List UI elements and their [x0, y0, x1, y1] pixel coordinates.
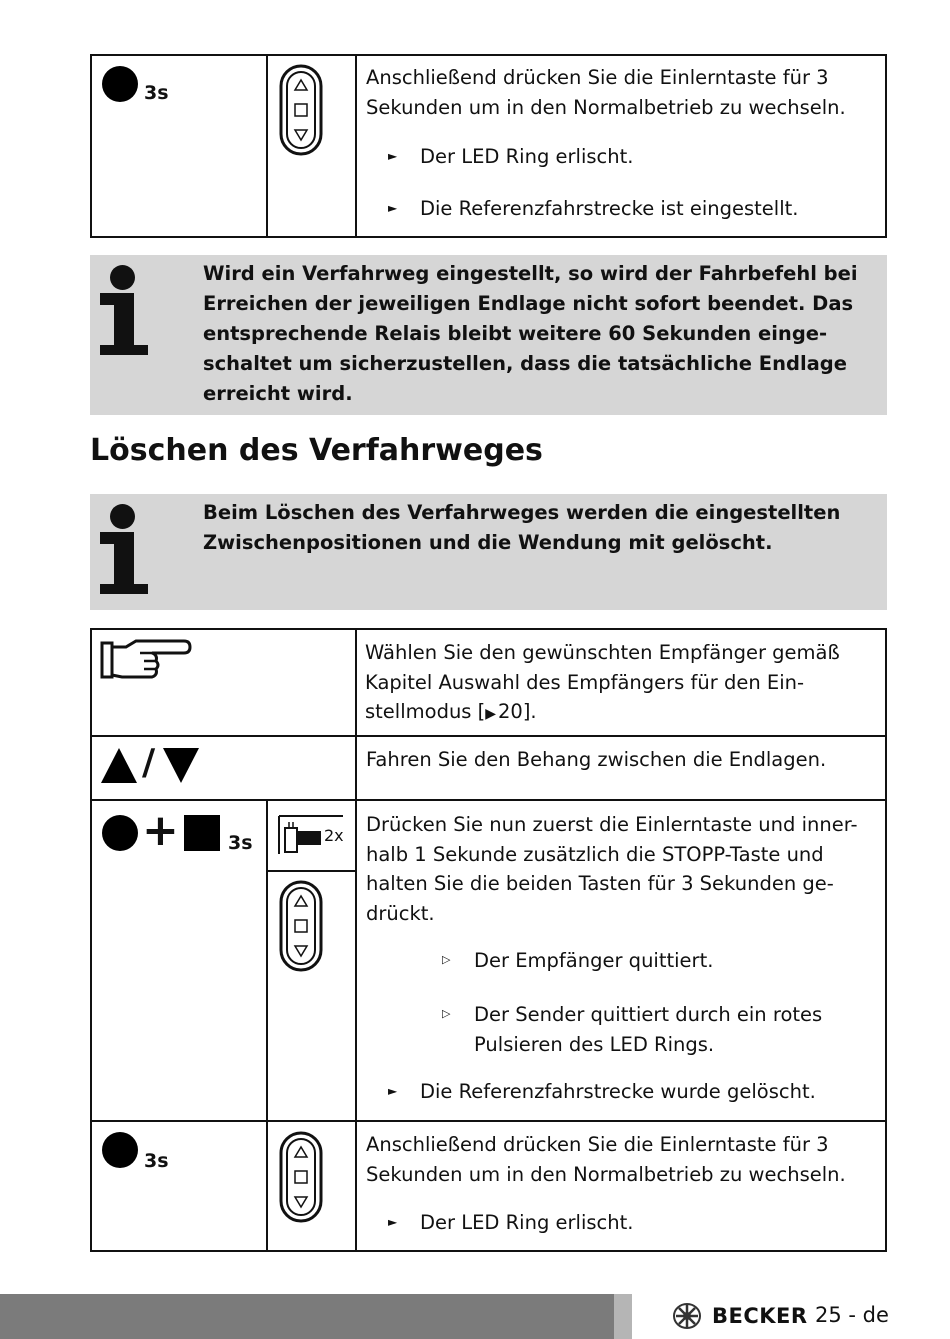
bullet-arrow-icon: ► — [388, 201, 398, 215]
table-divider — [355, 54, 357, 238]
row-divider — [90, 735, 887, 737]
result-text: Der LED Ring erlischt. — [420, 145, 634, 168]
learn-button-icon — [102, 66, 138, 102]
page-number: 25 - de — [815, 1303, 889, 1327]
stop-square-icon — [184, 815, 220, 851]
sub-result-text: Der Sender quittiert durch ein rotes Pulsieren des LED Rings. — [474, 1003, 823, 1056]
brand-name: BECKER — [712, 1304, 808, 1328]
step-instruction: Anschließend drücken Sie die Einlerntaste für 3 Sekunden um in den Normalbetrieb zu wechseln. — [366, 1133, 846, 1186]
table-divider — [266, 54, 268, 238]
bullet-outline-icon: ▷ — [442, 953, 451, 966]
learn-button-icon — [102, 1132, 138, 1168]
footer-bar — [0, 1294, 614, 1339]
row-divider — [90, 1120, 887, 1122]
section-heading: Löschen des Verfahrweges — [90, 433, 543, 468]
note-text: Beim Löschen des Verfahrweges werden die eingestellten Zwischenpositionen und die Wendung mit gelöscht. — [203, 501, 841, 554]
info-note — [90, 494, 887, 610]
pointing-hand-icon — [100, 637, 192, 683]
page-ref: 20]. — [498, 700, 537, 723]
becker-logo-icon — [672, 1302, 702, 1330]
table-divider — [355, 628, 357, 1252]
up-arrow-icon — [100, 746, 138, 784]
row-divider — [90, 799, 887, 801]
footer-bar-accent — [614, 1294, 632, 1339]
bullet-arrow-icon: ► — [388, 1084, 398, 1098]
table-divider — [266, 799, 268, 1252]
result-text: Der LED Ring erlischt. — [420, 1211, 634, 1234]
learn-button-icon — [102, 815, 138, 851]
bullet-arrow-icon: ► — [388, 1215, 398, 1229]
ref-arrow-icon: ▶ — [485, 706, 497, 722]
step-instruction — [365, 638, 875, 730]
bullet-arrow-icon: ► — [388, 149, 398, 163]
arrow-separator: / — [142, 742, 156, 783]
plus-icon: + — [142, 805, 179, 856]
result-text: Die Referenzfahrstrecke ist eingestellt. — [420, 197, 799, 220]
step-instruction: Fahren Sie den Behang zwischen die Endlagen. — [366, 748, 827, 771]
remote-control-icon — [279, 1131, 323, 1223]
sub-result-text: Der Empfänger quittiert. — [474, 949, 714, 972]
down-arrow-icon — [162, 746, 200, 784]
step-instruction: Drücken Sie nun zuerst die Einlerntaste und inner-halb 1 Sekunde zusätzlich die STOPP-Taste und halten Sie die beiden Tasten für 3 Sekunden ge-drückt. — [366, 813, 858, 925]
remote-control-icon — [279, 64, 323, 156]
duration-label: 3s — [144, 1150, 169, 1172]
duration-label: 3s — [144, 82, 169, 104]
note-text: Wird ein Verfahrweg eingestellt, so wird der Fahrbefehl bei Erreichen der jeweiligen Endlage nicht sofort beendet. Das entsprechende Relais bleibt weitere 60 Sekunden einge-schaltet um sicherzustellen, dass die tatsächliche Endlage erreicht wird. — [203, 262, 858, 405]
step-instruction: Anschließend drücken Sie die Einlerntaste für 3 Sekunden um in den Normalbetrieb zu wechseln. — [366, 66, 846, 119]
result-text: Die Referenzfahrstrecke wurde gelöscht. — [420, 1080, 816, 1103]
bullet-outline-icon: ▷ — [442, 1007, 451, 1020]
remote-control-icon — [279, 880, 323, 972]
row-divider — [266, 870, 356, 872]
instruction-text: Wählen Sie den gewünschten Empfänger gemäß Kapitel Auswahl des Empfängers für den Ein-stellmodus [ — [365, 641, 840, 723]
duration-label: 3s — [228, 832, 253, 854]
info-note — [90, 255, 887, 415]
press-count: 2x — [324, 826, 344, 845]
